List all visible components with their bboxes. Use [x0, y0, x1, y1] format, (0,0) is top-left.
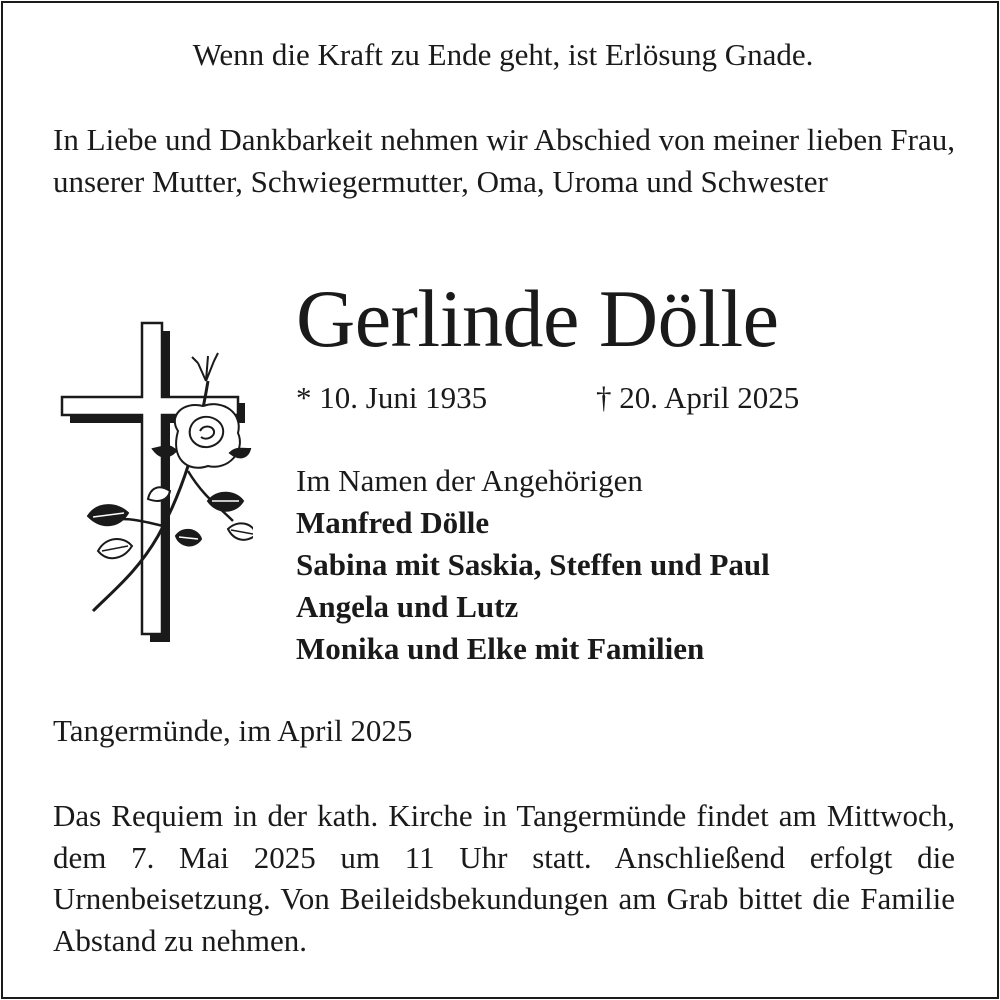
death-date: † 20. April 2025 [596, 380, 800, 415]
mourner-name: Monika und Elke mit Familien [296, 631, 705, 666]
deceased-name: Gerlinde Dölle [296, 273, 779, 364]
obituary-frame [1, 1, 999, 999]
motto: Wenn die Kraft zu Ende geht, ist Erlösung Gnade. [192, 37, 814, 72]
mourners-intro: Im Namen der Angehörigen [296, 463, 643, 498]
intro-text: In Liebe und Dankbarkeit nehmen wir Abschied von meiner lieben Frau, unserer Mutter, Schwiegermutter, Oma, Uroma und Schwester [53, 122, 955, 199]
birth-date: * 10. Juni 1935 [296, 380, 488, 415]
mourner-name: Manfred Dölle [296, 505, 490, 540]
funeral-notice: Das Requiem in der kath. Kirche in Tangermünde findet am Mittwoch, dem 7. Mai 2025 um 11 Uhr statt. Anschließend erfolgt die Urnenbeisetzung. Von Beileidsbekundungen am Grab bittet die Familie Abstand zu nehmen. [53, 798, 955, 958]
mourners-list [296, 460, 770, 670]
place-date: Tangermünde, im April 2025 [53, 713, 413, 748]
mourner-name: Angela und Lutz [296, 589, 519, 624]
mourner-name: Sabina mit Saskia, Steffen und Paul [296, 547, 770, 582]
cross-with-rose-icon [58, 321, 253, 646]
